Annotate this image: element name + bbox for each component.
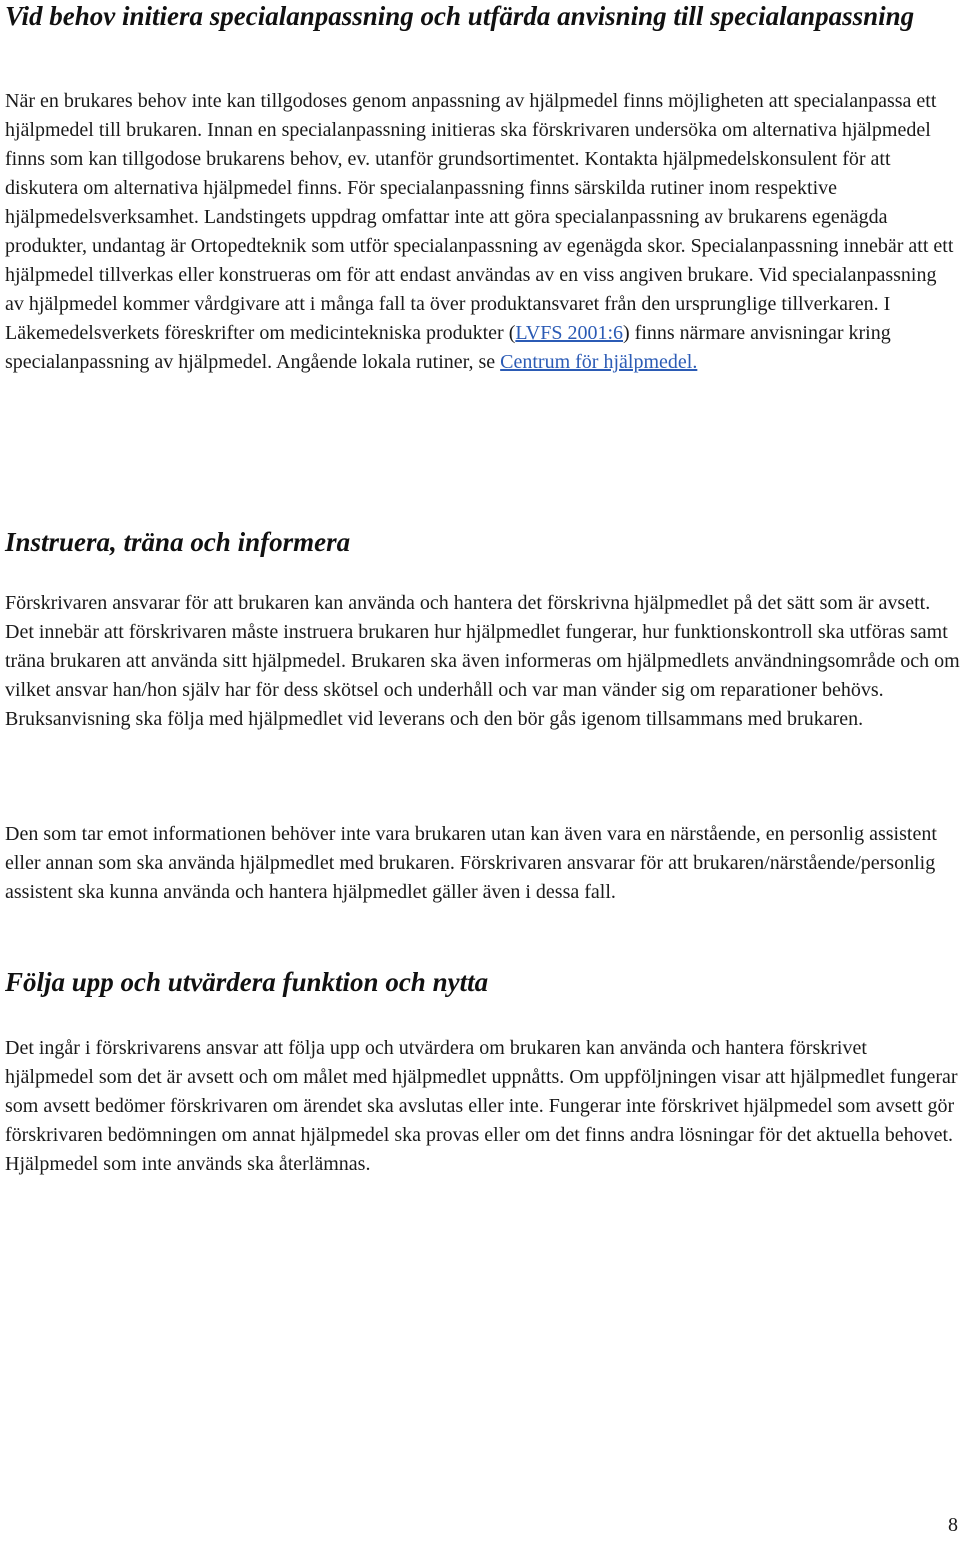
- paragraph-text: När en brukares behov inte kan tillgodoses genom anpassning av hjälpmedel finns möjligheten att specialanpassa ett hjälpmedel till brukaren. Innan en specialanpassning initieras ska förskrivaren undersöka om alternativa hjälpmedel finns som kan tillgodose brukarens behov, ev. utanför grundsortimentet. Kontakta hjälpmedelskonsulent för att diskutera om alternativa hjälpmedel finns. För specialanpassning finns särskilda rutiner inom respektive hjälpmedelsverksamhet. Landstingets uppdrag omfattar inte att göra specialanpassning av brukarens egenägda produkter, undantag är Ortopedteknik som utför specialanpassning av egenägda skor. Specialanpassning innebär att ett hjälpmedel tillverkas eller konstrueras om för att endast användas av en viss angiven brukare. Vid specialanpassning av hjälpmedel kommer vårdgivare att i många fall ta över produktansvaret från den ursprunglige tillverkaren. I Läkemedelsverkets föreskrifter om medicintekniska produkter (: [5, 90, 954, 344]
- paragraph-folja-upp: Det ingår i förskrivarens ansvar att följa upp och utvärdera om brukaren kan använda och hantera förskrivet hjälpmedel som det är avsett och om målet med hjälpmedlet uppnåtts. Om uppföljningen visar att hjälpmedlet fungerar som avsett bedömer förskrivaren om ärendet ska avslutas eller inte. Fungerar inte förskrivet hjälpmedel som avsett gör förskrivaren bedömningen om annat hjälpmedel ska provas eller om det finns andra lösningar för det aktuella behovet. Hjälpmedel som inte används ska återlämnas.: [5, 1037, 958, 1175]
- paragraph-specialanpassning: [5, 87, 960, 377]
- paragraph-text: ) finns närmare anvisningar kring specialanpassning av hjälpmedel. Angående lokala rutiner, se: [5, 322, 891, 373]
- paragraph-instruera-1: Förskrivaren ansvarar för att brukaren kan använda och hantera det förskrivna hjälpmedlet på det sätt som är avsett. Det innebär att förskrivaren måste instruera brukaren hur hjälpmedlet fungerar, hur funktionskontroll ska utföras samt träna brukaren att använda sitt hjälpmedel. Brukaren ska även informeras om hjälpmedlets användningsområde och om vilket ansvar han/hon själv har för dess skötsel och underhåll och var man vänder sig om reparationer behövs. Bruksanvisning ska följa med hjälpmedlet vid leverans och den bör gås igenom tillsammans med brukaren.: [5, 592, 960, 730]
- link-centrum-for-hjalpmedel[interactable]: Centrum för hjälpmedel.: [500, 351, 698, 373]
- section-heading-specialanpassning: Vid behov initiera specialanpassning och utfärda anvisning till specialanpassning: [5, 1, 915, 31]
- page-number: 8: [948, 1514, 958, 1536]
- paragraph-instruera-2: Den som tar emot informationen behöver inte vara brukaren utan kan även vara en närstående, en personlig assistent eller annan som ska använda hjälpmedlet med brukaren. Förskrivaren ansvarar för att brukaren/närstående/personlig assistent ska kunna använda och hantera hjälpmedlet gäller även i dessa fall.: [5, 823, 937, 903]
- section-heading-folja-upp: Följa upp och utvärdera funktion och nytta: [5, 967, 489, 997]
- link-lvfs[interactable]: LVFS 2001:6: [515, 322, 624, 344]
- section-heading-instruera: Instruera, träna och informera: [5, 527, 351, 557]
